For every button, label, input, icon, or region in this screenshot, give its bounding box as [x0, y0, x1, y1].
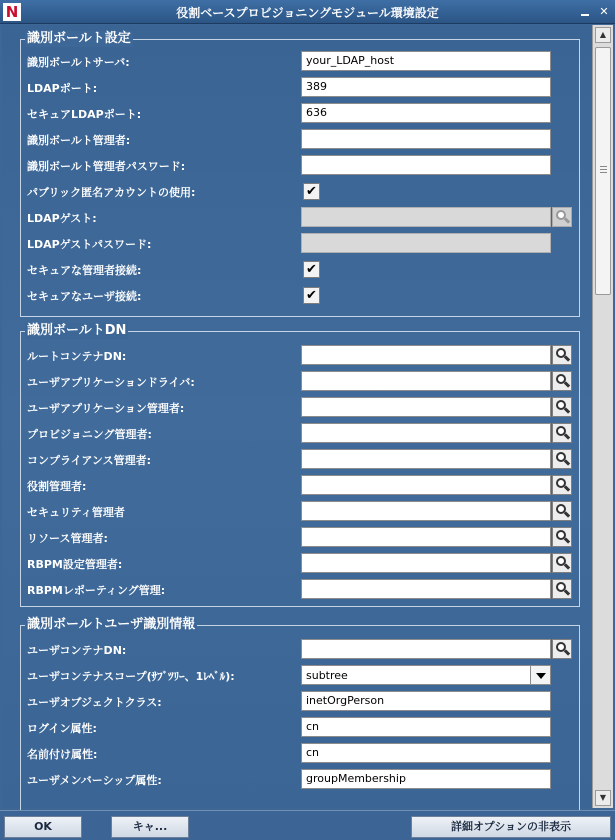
rbpm-config-admin-lookup-button[interactable]: [552, 553, 572, 573]
rbpm-reporting-admin-lookup-button[interactable]: [552, 579, 572, 599]
login-attr-label: ログイン属性:: [27, 722, 97, 735]
user-app-driver-input[interactable]: [301, 371, 551, 391]
root-container-dn-input[interactable]: [301, 345, 551, 365]
ldap-guest-label: LDAPゲスト:: [27, 212, 97, 225]
row-user-object-class: [21, 690, 579, 712]
rbpm-config-admin-input[interactable]: [301, 553, 551, 573]
hide-advanced-options-button[interactable]: 詳細オプションの非表示: [411, 816, 611, 838]
membership-attr-input[interactable]: groupMembership: [301, 769, 551, 789]
ldap-port-label: LDAPポート:: [27, 82, 98, 95]
row-user-container-scope: [21, 664, 579, 686]
select-value: subtree: [306, 669, 348, 682]
dn-label: ユーザアプリケーション管理者:: [27, 402, 185, 415]
user-container-dn-input[interactable]: [301, 639, 551, 659]
chevron-down-icon[interactable]: [530, 666, 550, 684]
row-role-admin: [21, 474, 579, 496]
scroll-up-icon[interactable]: ▲: [595, 27, 611, 43]
naming-attr-input[interactable]: cn: [301, 743, 551, 763]
naming-attr-label: 名前付け属性:: [27, 748, 98, 761]
row-root-container-dn: [21, 344, 579, 366]
row-user-app-driver: [21, 370, 579, 392]
cancel-button[interactable]: キャ...: [111, 816, 189, 838]
row-login-attr: [21, 716, 579, 738]
row-public-anon: [21, 180, 579, 202]
row-resource-admin: [21, 526, 579, 548]
vault-admin-input[interactable]: [301, 129, 551, 149]
vault-admin-password-input[interactable]: [301, 155, 551, 175]
public-anon-label: パブリック匿名アカウントの使用:: [27, 186, 196, 199]
group-title: 識別ボールトユーザ識別情報: [27, 617, 196, 632]
secure-ldap-port-label: セキュアLDAPポート:: [27, 108, 142, 121]
row-secure-ldap-port: [21, 102, 579, 124]
role-admin-input[interactable]: [301, 475, 551, 495]
ldap-port-input[interactable]: 389: [301, 77, 551, 97]
ok-button[interactable]: OK: [4, 816, 82, 838]
dn-label: リソース管理者:: [27, 532, 108, 545]
row-user-container-dn: [21, 638, 579, 660]
user-identity-group: [20, 617, 580, 825]
role-admin-lookup-button[interactable]: [552, 475, 572, 495]
row-vault-admin-password: [21, 154, 579, 176]
user-container-dn-lookup-button[interactable]: [552, 639, 572, 659]
row-compliance-admin: [21, 448, 579, 470]
vault-admin-password-label: 識別ボールト管理者パスワード:: [27, 160, 186, 173]
provisioning-admin-lookup-button[interactable]: [552, 423, 572, 443]
row-secure-user-conn: [21, 284, 579, 306]
secure-user-conn-checkbox[interactable]: ✔: [303, 287, 320, 304]
minimize-icon[interactable]: [578, 5, 592, 19]
vault-dn-group: [20, 323, 580, 607]
vertical-scrollbar[interactable]: [592, 25, 613, 808]
public-anon-checkbox[interactable]: ✔: [303, 183, 320, 200]
row-user-app-admin: [21, 396, 579, 418]
user-container-scope-select[interactable]: [301, 665, 551, 685]
row-security-admin: [21, 500, 579, 522]
security-admin-input[interactable]: [301, 501, 551, 521]
root-container-dn-lookup-button[interactable]: [552, 345, 572, 365]
user-app-driver-lookup-button[interactable]: [552, 371, 572, 391]
group-title: 識別ボールトDN: [27, 323, 127, 338]
row-vault-host: [21, 50, 579, 72]
dn-label: ユーザアプリケーションドライバ:: [27, 376, 195, 389]
row-ldap-port: [21, 76, 579, 98]
resource-admin-input[interactable]: [301, 527, 551, 547]
compliance-admin-input[interactable]: [301, 449, 551, 469]
membership-attr-label: ユーザメンバーシップ属性:: [27, 774, 162, 787]
dn-label: ルートコンテナDN:: [27, 350, 127, 363]
secure-admin-conn-checkbox[interactable]: ✔: [303, 261, 320, 278]
close-icon[interactable]: ✕: [599, 5, 609, 18]
scroll-down-icon[interactable]: ▼: [595, 790, 611, 806]
compliance-admin-lookup-button[interactable]: [552, 449, 572, 469]
settings-panel: [2, 25, 592, 808]
secure-ldap-port-input[interactable]: 636: [301, 103, 551, 123]
row-ldap-guest-password: [21, 232, 579, 254]
resource-admin-lookup-button[interactable]: [552, 527, 572, 547]
rbpm-reporting-admin-input[interactable]: [301, 579, 551, 599]
dn-label: 役割管理者:: [27, 480, 87, 493]
row-vault-admin: [21, 128, 579, 150]
vault-host-input[interactable]: your_LDAP_host: [301, 51, 551, 71]
ldap-guest-input: [301, 207, 551, 227]
dn-label: プロビジョニング管理者:: [27, 428, 152, 441]
button-bar: [0, 810, 615, 840]
user-container-dn-label: ユーザコンテナDN:: [27, 644, 127, 657]
user-app-admin-lookup-button[interactable]: [552, 397, 572, 417]
row-provisioning-admin: [21, 422, 579, 444]
row-ldap-guest: [21, 206, 579, 228]
ldap-guest-password-label: LDAPゲストパスワード:: [27, 238, 152, 251]
provisioning-admin-input[interactable]: [301, 423, 551, 443]
ldap-guest-password-input: [301, 233, 551, 253]
dn-label: RBPM設定管理者:: [27, 558, 123, 571]
vault-admin-label: 識別ボールト管理者:: [27, 134, 131, 147]
dn-label: セキュリティ管理者: [27, 506, 125, 519]
row-rbpm-reporting-admin: [21, 578, 579, 600]
row-secure-admin-conn: [21, 258, 579, 280]
vault-settings-group: [20, 31, 580, 317]
login-attr-input[interactable]: cn: [301, 717, 551, 737]
user-container-scope-label: ユーザコンテナスコープ(ｻﾌﾞﾂﾘｰ、1ﾚﾍﾞﾙ):: [27, 670, 235, 683]
row-membership-attr: [21, 768, 579, 790]
row-naming-attr: [21, 742, 579, 764]
group-title: 識別ボールト設定: [27, 31, 131, 46]
dn-label: コンプライアンス管理者:: [27, 454, 151, 467]
security-admin-lookup-button[interactable]: [552, 501, 572, 521]
vault-host-label: 識別ボールトサーバ:: [27, 56, 130, 69]
novell-logo-icon: N: [3, 3, 21, 21]
title-bar[interactable]: [0, 0, 615, 24]
user-app-admin-input[interactable]: [301, 397, 551, 417]
ldap-guest-lookup-button: [552, 207, 572, 227]
secure-user-conn-label: セキュアなユーザ接続:: [27, 290, 142, 303]
window-title: 役割ベースプロビジョニングモジュール環境設定: [176, 6, 439, 20]
dn-label: RBPMレポーティング管理:: [27, 584, 166, 597]
row-rbpm-config-admin: [21, 552, 579, 574]
secure-admin-conn-label: セキュアな管理者接続:: [27, 264, 142, 277]
user-object-class-label: ユーザオブジェクトクラス:: [27, 696, 162, 709]
user-object-class-input[interactable]: inetOrgPerson: [301, 691, 551, 711]
scroll-thumb[interactable]: [595, 47, 611, 295]
